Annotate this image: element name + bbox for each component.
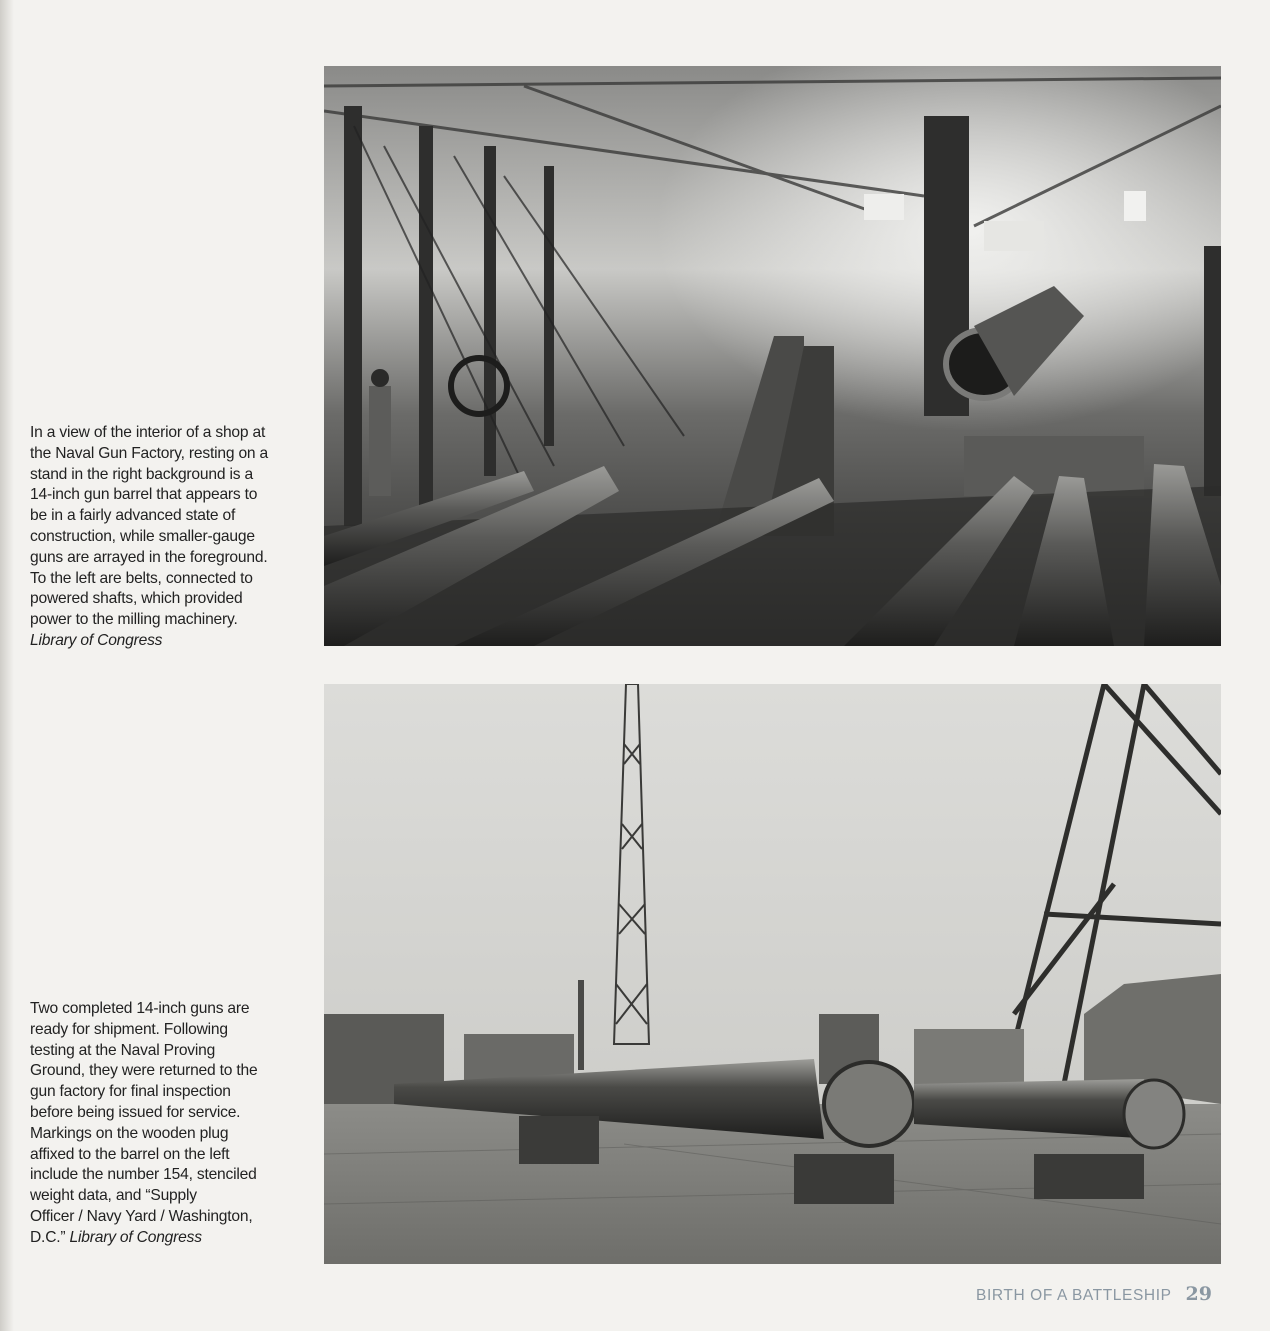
caption-line: To the left are belts, connected to — [30, 569, 253, 587]
caption-line: before being issued for service. — [30, 1103, 241, 1121]
caption-line: gun factory for final inspection — [30, 1083, 231, 1101]
caption-line: be in a fairly advanced state of — [30, 507, 236, 525]
caption-line: Ground, they were returned to the — [30, 1062, 258, 1080]
caption-last-line — [30, 1228, 292, 1249]
page-number: 29 — [1185, 1283, 1212, 1305]
photo-credit: Library of Congress — [69, 1228, 202, 1246]
caption-line: Markings on the wooden plug — [30, 1124, 229, 1142]
page-gutter-shadow — [0, 0, 14, 1331]
photo-credit: Library of Congress — [30, 631, 163, 649]
page-footer — [976, 1283, 1212, 1307]
caption-line: Officer / Navy Yard / Washington, — [30, 1207, 253, 1225]
caption-line: construction, while smaller-gauge — [30, 527, 255, 545]
caption-line: stand in the right background is a — [30, 465, 253, 483]
caption-line: power to the milling machinery. — [30, 611, 238, 629]
caption-line: ready for shipment. Following — [30, 1020, 228, 1038]
caption-line: powered shafts, which provided — [30, 590, 243, 608]
caption-line: include the number 154, stenciled — [30, 1166, 257, 1184]
caption-line: the Naval Gun Factory, resting on a — [30, 444, 268, 462]
photo-guns-ready-for-shipment — [324, 684, 1221, 1264]
caption-guns-ready-for-shipment — [30, 999, 292, 1249]
caption-line: testing at the Naval Proving — [30, 1041, 216, 1059]
photo-gun-factory-interior — [324, 66, 1221, 646]
caption-line: affixed to the barrel on the left — [30, 1145, 230, 1163]
caption-line-text: D.C.” — [30, 1228, 66, 1246]
caption-line: guns are arrayed in the foreground. — [30, 548, 268, 566]
caption-line: In a view of the interior of a shop at — [30, 424, 266, 441]
caption-line: 14-inch gun barrel that appears to — [30, 486, 258, 504]
caption-gun-factory-interior — [30, 423, 292, 652]
caption-line: weight data, and “Supply — [30, 1187, 197, 1205]
caption-line: Two completed 14-inch guns are — [30, 1000, 250, 1017]
running-head: BIRTH OF A BATTLESHIP — [976, 1287, 1172, 1304]
